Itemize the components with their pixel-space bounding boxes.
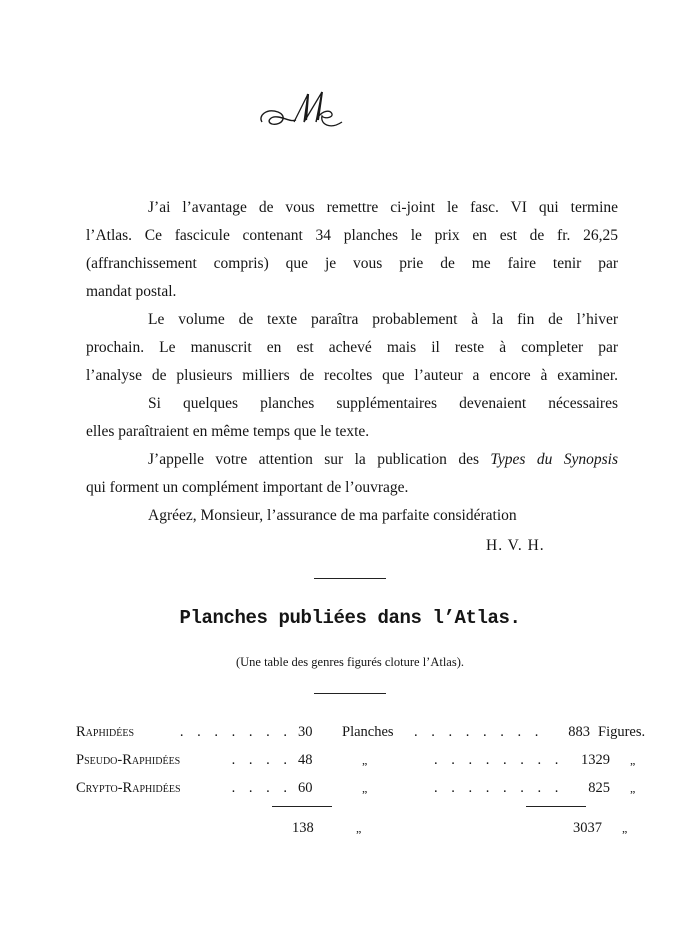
paragraph-2-line-2: prochain. Le manuscrit en est achevé mais il reste à completer par [86, 339, 618, 356]
ditto-mark: „ [362, 781, 368, 795]
closing-line: Agréez, Monsieur, l’assurance de ma parfaite considération [148, 507, 517, 524]
group-name: Raphidées [76, 724, 135, 740]
planches-count: 48 [298, 752, 313, 768]
leader-dots: . . . . . . . [179, 724, 292, 740]
leader-dots: . . . . . . . . [434, 780, 564, 796]
publication-title: Types du Synopsis [490, 451, 618, 468]
name-column [76, 718, 298, 746]
table-row-crypto-raphidees [76, 774, 656, 802]
paragraph-1-line-3: (affranchissement compris) que je vous prie de me faire tenir par [86, 255, 618, 272]
group-name: Pseudo-Raphidées [76, 752, 181, 768]
sum-rules [76, 802, 656, 814]
sum-rule-figures [526, 806, 586, 807]
paragraph-3-line-1: Si quelques planches supplémentaires devenaient nécessaires [148, 395, 618, 412]
figures-count: 1329 [581, 752, 610, 768]
table-row-pseudo-raphidees [76, 746, 656, 774]
figures-count: 825 [588, 780, 610, 796]
planches-count: 30 [298, 724, 313, 740]
leader-dots: . . . . . . . . [434, 752, 564, 768]
section-title: Planches publiées dans l’Atlas. [179, 607, 521, 629]
section-subtitle: (Une table des genres figurés cloture l’Atlas). [235, 655, 465, 669]
table-row-totals [76, 814, 656, 842]
ditto-mark: „ [362, 753, 368, 767]
ditto-mark: „ [630, 781, 636, 795]
paragraph-1-line-2: l’Atlas. Ce fascicule contenant 34 planches le prix en est de fr. 26,25 [86, 227, 618, 244]
paragraph-4-line-1 [86, 446, 618, 474]
figures-unit: Figures. [598, 724, 646, 740]
paragraph-2-line-3: l’analyse de plusieurs milliers de recoltes que l’auteur a encore à examiner. [86, 367, 618, 384]
leader-dots: . . . . . . . . [414, 724, 544, 740]
letter-body [86, 194, 618, 530]
paragraph-4-line-2: qui forment un complément important de l’ouvrage. [86, 479, 409, 496]
name-column [76, 746, 298, 774]
planches-count: 60 [298, 780, 313, 796]
paragraph-3-line-2: elles paraîtraient en même temps que le texte. [86, 423, 370, 440]
planches-unit: Planches [342, 724, 394, 740]
paragraph-1-line-1: J’ai l’avantage de vous remettre ci-joint le fasc. VI qui termine [148, 199, 618, 216]
salutation-monogram [256, 0, 346, 136]
sum-rule-planches [272, 806, 332, 807]
signature: H. V. H. [486, 537, 545, 554]
divider-top [314, 578, 386, 579]
figures-total: 3037 [573, 820, 602, 836]
ditto-mark: „ [622, 821, 628, 835]
planches-table [76, 718, 656, 842]
divider-bottom [314, 693, 386, 694]
ditto-mark: „ [356, 821, 362, 835]
paragraph-1-line-4: mandat postal. [86, 283, 177, 300]
group-name: Crypto-Raphidées [76, 780, 181, 796]
paragraph-2-line-1: Le volume de texte paraîtra probablement à la fin de l’hiver [148, 311, 618, 328]
figures-count: 883 [568, 724, 590, 740]
planches-total: 138 [292, 820, 314, 836]
table-row-raphidees [76, 718, 656, 746]
leader-dots: . . . . [231, 752, 292, 768]
ditto-mark: „ [630, 753, 636, 767]
leader-dots: . . . . [231, 780, 292, 796]
paragraph-4-text: J’appelle votre attention sur la publication des [148, 451, 491, 468]
name-column [76, 774, 298, 802]
